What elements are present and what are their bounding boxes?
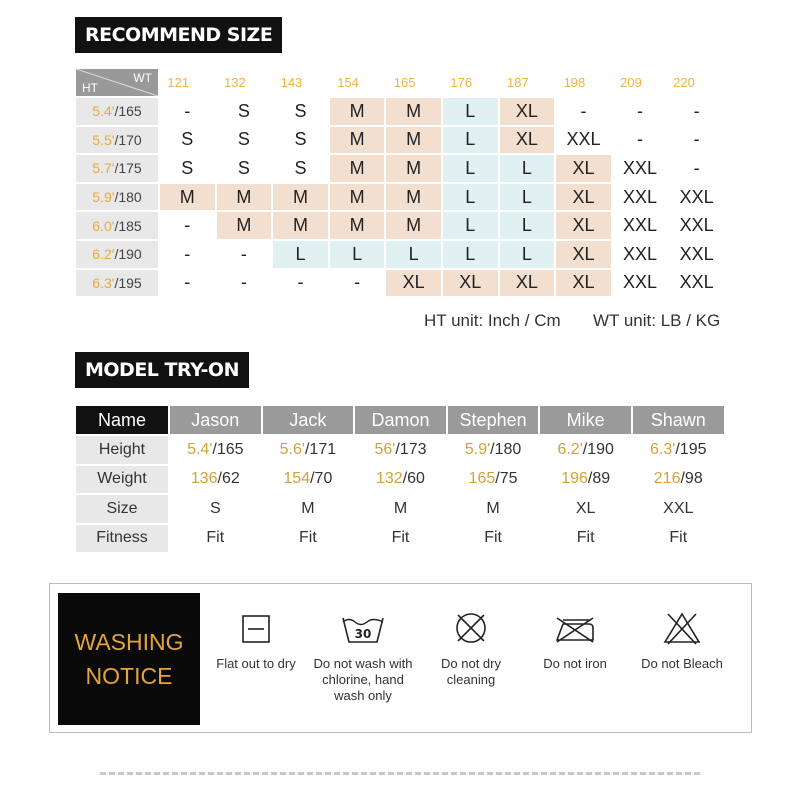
size-table (74, 67, 726, 298)
no-bleach-icon (662, 610, 702, 646)
size-row (76, 270, 724, 297)
height-inch: 6.2' (92, 246, 115, 263)
size-cell: M (386, 184, 441, 211)
size-cell: XXL (613, 184, 668, 211)
model-name: Jason (170, 406, 261, 434)
size-cell: S (217, 98, 272, 125)
height-cm: /170 (114, 131, 142, 148)
weight-kg: /85 (528, 75, 547, 90)
weight-lb: 220 (673, 75, 695, 90)
weight-kg: /100 (694, 75, 721, 90)
model-tryon-banner (75, 352, 249, 388)
size-cell: M (386, 98, 441, 125)
height-cm: /195 (114, 274, 142, 291)
size-cell: L (500, 212, 555, 239)
model-name: Mike (540, 406, 631, 434)
size-cell: XL (443, 270, 498, 297)
height-cm: /175 (114, 160, 142, 177)
recommend-size-banner (75, 17, 282, 53)
size-cell: S (273, 155, 328, 182)
size-cell: M (330, 184, 385, 211)
size-cell: M (330, 127, 385, 154)
size-cell: XXL (669, 184, 724, 211)
size-cell: L (500, 241, 555, 268)
size-cell: XL (500, 98, 555, 125)
size-cell: - (613, 98, 668, 125)
size-row (76, 184, 724, 211)
weight-header (273, 69, 328, 96)
model-table-header-row (76, 406, 724, 434)
height-cm: /190 (114, 246, 142, 263)
model-weight (633, 466, 724, 494)
model-fitness: Fit (170, 525, 261, 553)
height-cm: /173 (395, 440, 427, 458)
model-weight (448, 466, 539, 494)
washing-notice-box (49, 583, 752, 733)
wash-item-no-bleach (634, 614, 730, 672)
weight-kg: /95 (641, 75, 660, 90)
washing-notice-title (58, 593, 200, 725)
weight-header (217, 69, 272, 96)
height-cm: /165 (212, 440, 244, 458)
size-row (76, 98, 724, 125)
model-name: Stephen (448, 406, 539, 434)
size-cell: L (386, 241, 441, 268)
model-height (633, 436, 724, 464)
washing-title-line1: WASHING (74, 629, 184, 655)
size-cell: M (330, 212, 385, 239)
model-fitness: Fit (448, 525, 539, 553)
height-header (76, 270, 158, 297)
weight-header (613, 69, 668, 96)
weight-header (443, 69, 498, 96)
model-size: XL (540, 495, 631, 523)
size-cell: L (500, 184, 555, 211)
height-header (76, 241, 158, 268)
corner-ht-label: HT (82, 81, 98, 95)
size-cell: - (160, 241, 215, 268)
weight-lb: 198 (563, 75, 586, 90)
size-cell: L (330, 241, 385, 268)
wash-item-label-line2: chlorine, hand (322, 672, 404, 687)
size-cell: L (500, 155, 555, 182)
model-weight (263, 466, 354, 494)
weight-header (386, 69, 441, 96)
model-name: Jack (263, 406, 354, 434)
model-weight (540, 466, 631, 494)
height-inch: 5.9' (92, 189, 115, 206)
size-cell: - (273, 270, 328, 297)
hand-wash-30-icon (341, 614, 385, 644)
weight-lb: 143 (280, 75, 303, 90)
wash-item-no-dry-clean (428, 614, 514, 688)
size-cell: S (217, 127, 272, 154)
size-cell: XL (556, 155, 611, 182)
size-cell: S (273, 98, 328, 125)
size-cell: XL (556, 241, 611, 268)
height-cm: /180 (114, 189, 142, 206)
weight-header (556, 69, 611, 96)
size-cell: - (669, 98, 724, 125)
model-fitness: Fit (355, 525, 446, 553)
size-cell: XL (556, 270, 611, 297)
weight-row (76, 466, 724, 494)
size-cell: - (217, 270, 272, 297)
wash-item-label-line1: Do not wash with (313, 656, 413, 671)
size-cell: M (273, 212, 328, 239)
weight-kg: /90 (585, 75, 604, 90)
height-cm: /180 (490, 440, 522, 458)
height-header (76, 155, 158, 182)
size-row (76, 212, 724, 239)
height-label: Height (76, 436, 168, 464)
size-cell: XXL (613, 241, 668, 268)
size-cell: L (443, 212, 498, 239)
model-height (448, 436, 539, 464)
size-cell: XXL (613, 212, 668, 239)
size-cell: XXL (613, 270, 668, 297)
height-inch: 5.4' (92, 103, 115, 120)
no-iron-icon (553, 614, 597, 644)
size-cell: M (330, 155, 385, 182)
model-size: M (448, 495, 539, 523)
model-fitness: Fit (633, 525, 724, 553)
weight-kg: /65 (302, 75, 321, 90)
height-inch: 5.5' (92, 131, 115, 148)
size-cell: XL (556, 212, 611, 239)
size-cell: - (613, 127, 668, 154)
model-size: XXL (633, 495, 724, 523)
model-fitness: Fit (540, 525, 631, 553)
size-cell: XL (386, 270, 441, 297)
size-cell: L (273, 241, 328, 268)
flat-dry-icon (241, 614, 271, 644)
model-name: Shawn (633, 406, 724, 434)
size-cell: XXL (669, 241, 724, 268)
size-cell: - (160, 270, 215, 297)
model-name: Damon (355, 406, 446, 434)
height-cm: /171 (304, 440, 337, 458)
size-cell: XXL (613, 155, 668, 182)
model-weight (170, 466, 261, 494)
size-cell: XXL (556, 127, 611, 154)
model-size: M (263, 495, 354, 523)
model-height (263, 436, 354, 464)
weight-kg: /60 (245, 75, 264, 90)
size-cell: S (217, 155, 272, 182)
size-cell: XL (556, 184, 611, 211)
weight-lb: 132 (224, 75, 246, 90)
height-inch: 6.0' (92, 217, 115, 234)
weight-lb: 176 (450, 75, 473, 90)
size-cell: - (669, 127, 724, 154)
fitness-label: Fitness (76, 525, 168, 553)
size-cell: L (443, 98, 498, 125)
wash-item-label: Flat out to dry (216, 656, 296, 671)
size-cell: - (556, 98, 611, 125)
size-cell: L (443, 184, 498, 211)
weight-lb: 187 (506, 75, 529, 90)
wash-item-label: Do not iron (543, 656, 607, 671)
size-row (76, 127, 724, 154)
model-weight (355, 466, 446, 494)
weight-lb: 209 (620, 75, 642, 90)
weight-label: Weight (76, 466, 168, 494)
weight-header (669, 69, 724, 96)
size-row (76, 495, 724, 523)
model-height (540, 436, 631, 464)
size-cell: - (160, 98, 215, 125)
size-cell: XXL (669, 212, 724, 239)
weight-lb: 154 (283, 470, 311, 488)
recommend-size-title: RECOMMEND SIZE (85, 24, 273, 46)
wt-unit-note: WT unit: LB / KG (593, 311, 721, 330)
size-row (76, 241, 724, 268)
wash-item-label-line3: wash only (334, 688, 392, 703)
wash-item-hand-wash (308, 614, 418, 704)
model-tryon-title: MODEL TRY-ON (85, 359, 239, 381)
height-inch: 6.2' (557, 440, 583, 458)
weight-kg: /62 (217, 470, 240, 488)
height-header (76, 184, 158, 211)
height-cm: /195 (675, 440, 707, 458)
size-cell: - (330, 270, 385, 297)
size-label: Size (76, 495, 168, 523)
size-row (76, 155, 724, 182)
height-header (76, 127, 158, 154)
height-inch: 5.9' (464, 440, 491, 458)
wash-item-no-iron (530, 614, 620, 672)
wash-temp-text: 30 (354, 627, 372, 641)
size-cell: L (443, 155, 498, 182)
size-cell: XL (500, 270, 555, 297)
washing-title-line2: NOTICE (85, 663, 173, 689)
size-cell: XXL (669, 270, 724, 297)
wash-item-label-line1: Do not dry (441, 656, 501, 671)
fitness-row (76, 525, 724, 553)
height-inch: 5.4' (187, 440, 213, 458)
size-cell: - (669, 155, 724, 182)
model-height (170, 436, 261, 464)
size-cell: M (273, 184, 328, 211)
size-table-header-row (76, 69, 724, 96)
model-size: S (170, 495, 261, 523)
weight-kg: /89 (587, 470, 611, 488)
height-cm: /185 (114, 217, 142, 234)
no-dry-clean-icon (453, 610, 489, 646)
weight-header (160, 69, 215, 96)
height-cm: /165 (114, 103, 142, 120)
weight-lb: 154 (337, 75, 359, 90)
weight-kg: /98 (680, 470, 703, 488)
height-header (76, 98, 158, 125)
height-inch: 5.7' (92, 160, 115, 177)
weight-kg: /70 (310, 470, 333, 488)
size-table-corner (76, 69, 158, 96)
size-cell: M (217, 212, 272, 239)
corner-wt-label: WT (133, 71, 152, 85)
height-row (76, 436, 724, 464)
name-header: Name (76, 406, 168, 434)
size-cell: - (160, 212, 215, 239)
height-inch: 6.3' (92, 274, 115, 291)
size-cell: S (273, 127, 328, 154)
size-cell: M (160, 184, 215, 211)
height-cm: /190 (582, 440, 614, 458)
size-cell: S (160, 155, 215, 182)
size-cell: M (330, 98, 385, 125)
bottom-dashed-divider (100, 772, 700, 775)
weight-lb: 136 (190, 470, 218, 488)
size-cell: M (386, 212, 441, 239)
size-cell: M (217, 184, 272, 211)
weight-kg: /70 (358, 75, 377, 90)
size-cell: XL (500, 127, 555, 154)
weight-kg: /60 (402, 470, 425, 488)
weight-kg: /80 (472, 75, 491, 90)
height-inch: 6.3' (650, 440, 676, 458)
height-inch: 5.6' (279, 440, 305, 458)
weight-kg: /55 (189, 75, 208, 90)
weight-lb: 216 (653, 470, 681, 488)
wash-item-label-line2: cleaning (446, 672, 496, 687)
size-cell: L (443, 127, 498, 154)
size-cell: L (443, 241, 498, 268)
model-table (74, 404, 726, 554)
weight-header (500, 69, 555, 96)
ht-unit-note: HT unit: Inch / Cm (424, 311, 561, 330)
wash-item-flat-dry (206, 614, 306, 672)
size-cell: M (386, 155, 441, 182)
weight-lb: 196 (561, 470, 588, 488)
wash-item-label: Do not Bleach (641, 656, 723, 671)
size-cell: S (160, 127, 215, 154)
weight-lb: 165 (468, 470, 496, 488)
size-cell: - (217, 241, 272, 268)
weight-header (330, 69, 385, 96)
weight-kg: /75 (495, 470, 518, 488)
weight-lb: 121 (167, 75, 190, 90)
model-size: M (355, 495, 446, 523)
size-cell: M (386, 127, 441, 154)
weight-kg: /75 (415, 75, 434, 90)
model-height (355, 436, 446, 464)
model-fitness: Fit (263, 525, 354, 553)
weight-lb: 165 (393, 75, 416, 90)
height-inch: 56' (374, 440, 396, 458)
height-header (76, 212, 158, 239)
weight-lb: 132 (376, 470, 403, 488)
